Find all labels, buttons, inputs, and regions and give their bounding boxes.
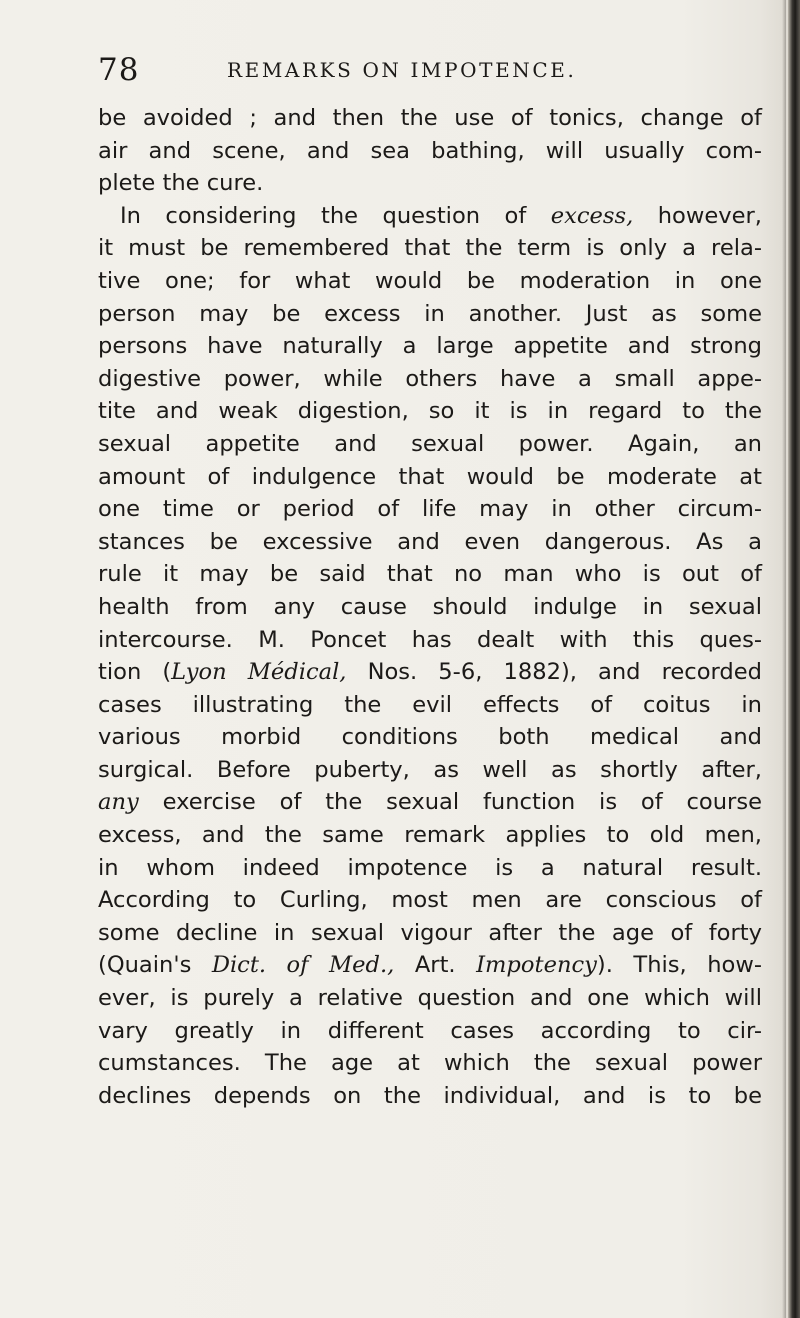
text-line [98,1080,762,1113]
text-run: vary greatly in different cases according to cir- [98,1017,762,1044]
italic-text: Dict. of Med., [211,952,395,979]
text-line [98,265,762,298]
text-run: plete the cure. [98,170,264,197]
page-edge [788,0,800,1318]
text-line [98,656,762,689]
text-run: tive one; for what would be moderation in one [98,267,762,294]
text-run: According to Curling, most men are conscious of [98,887,762,914]
text-line [98,102,762,135]
text-line [98,689,762,722]
text-run: ever, is purely a relative question and one which will [98,985,762,1012]
text-line [98,1047,762,1080]
text-line [98,624,762,657]
running-head: REMARKS ON IMPOTENCE. [227,58,577,82]
italic-text: Lyon Médical, [171,659,347,686]
text-run: one time or period of life may in other circum- [98,496,762,523]
page-number: 78 [98,52,140,88]
text-line [98,395,762,428]
italic-text: any [98,789,139,816]
text-line [98,167,762,200]
text-run: be avoided ; and then the use of tonics, change of [98,105,762,131]
text-run: some decline in sexual vigour after the age of forty [98,919,762,946]
italic-text: Impotency [476,952,597,979]
text-run: declines depends on the individual, and is to be [98,1082,762,1109]
text-line [98,493,762,526]
text-run: stances be excessive and even dangerous. As a [98,528,762,555]
text-run: health from any cause should indulge in sexual [98,593,762,620]
text-run: cumstances. The age at which the sexual power [98,1050,762,1077]
text-run: (Quain's [98,952,212,979]
text-line [98,526,762,559]
text-line [98,1015,762,1048]
text-run: tite and weak digestion, so it is in regard to the [98,398,762,425]
text-run: however, [633,202,762,229]
text-line [98,949,762,982]
text-run: various morbid conditions both medical and [98,724,762,751]
text-run: Art. [394,952,477,979]
text-run: surgical. Before puberty, as well as shortly after, [98,756,762,783]
text-line [98,884,762,917]
text-run: ). This, how- [596,952,762,979]
text-run: person may be excess in another. Just as some [98,300,762,327]
text-line [98,786,762,819]
text-run: In considering the question of [120,202,551,229]
text-line [98,298,762,331]
body-text [98,102,762,1112]
text-line [98,200,762,233]
text-run: cases illustrating the evil effects of coitus in [98,691,762,718]
text-line [98,754,762,787]
text-run: amount of indulgence that would be moderate at [98,463,762,490]
text-line [98,232,762,265]
text-run: digestive power, while others have a small appe- [98,365,762,392]
text-line [98,330,762,363]
text-line [98,591,762,624]
text-run: excess, and the same remark applies to old men, [98,822,762,849]
text-run: it must be remembered that the term is only a rela- [98,235,762,262]
text-run: sexual appetite and sexual power. Again, an [98,430,762,457]
text-run: persons have naturally a large appetite and strong [98,333,762,360]
text-line [98,819,762,852]
page-gutter-shadow [782,0,786,1318]
text-run: exercise of the sexual function is of course [138,789,762,816]
text-line [98,982,762,1015]
italic-text: excess, [550,202,634,229]
page-header [96,50,756,94]
text-line [98,461,762,494]
text-run: air and scene, and sea bathing, will usually com- [98,137,762,164]
text-line [98,363,762,396]
text-line [98,721,762,754]
text-run: Nos. 5-6, 1882), and recorded [346,659,763,686]
text-run: tion ( [98,659,172,686]
text-line [98,135,762,168]
text-run: intercourse. M. Poncet has dealt with this ques- [98,626,762,653]
text-line [98,852,762,885]
text-line [98,428,762,461]
text-run: rule it may be said that no man who is out of [98,561,762,588]
text-line [98,558,762,591]
text-run: in whom indeed impotence is a natural result. [98,854,762,881]
text-line [98,917,762,950]
